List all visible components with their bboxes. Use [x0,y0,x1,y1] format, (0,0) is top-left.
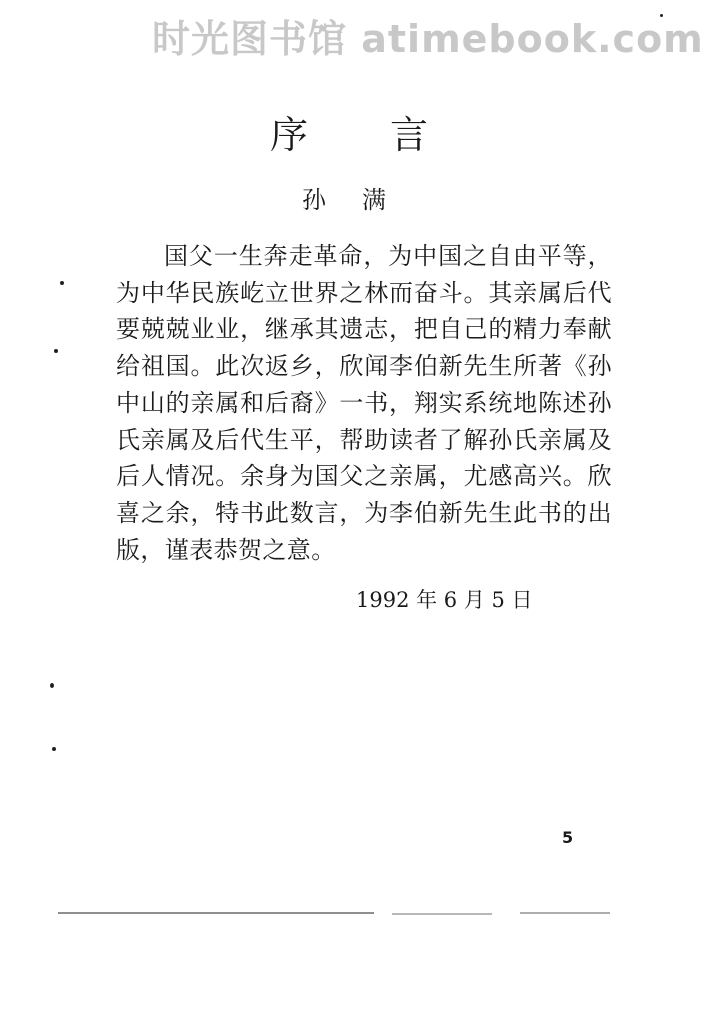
scan-artifact-line [58,912,374,914]
scan-artifact-line [520,912,610,914]
scan-speck [52,747,56,751]
scan-artifact-line [392,913,492,915]
scan-speck [660,14,663,17]
watermark: 时光图书馆 atimebook.com [152,17,704,61]
scan-speck [60,281,64,285]
page-number: 5 [562,828,574,847]
page-title: 序言 [270,113,511,157]
author-name: 孙满 [302,186,422,214]
preface-body: 国父一生奔走革命，为中国之自由平等，为中华民族屹立世界之林而奋斗。其亲属后代要兢兢业业，继承其遗志，把自己的精力奉献给祖国。此次返乡，欣闻李伯新先生所著《孙中山的亲属和后裔》一书，翔实系统地陈述孙氏亲属及后代生平，帮助读者了解孙氏亲属及后人情况。余身为国父之亲属，尤感高兴。欣喜之余，特书此数言，为李伯新先生此书的出版，谨表恭贺之意。 [116,242,612,564]
preface-date: 1992 年 6 月 5 日 [356,588,533,612]
scan-speck [54,349,58,353]
scan-speck [50,683,54,688]
